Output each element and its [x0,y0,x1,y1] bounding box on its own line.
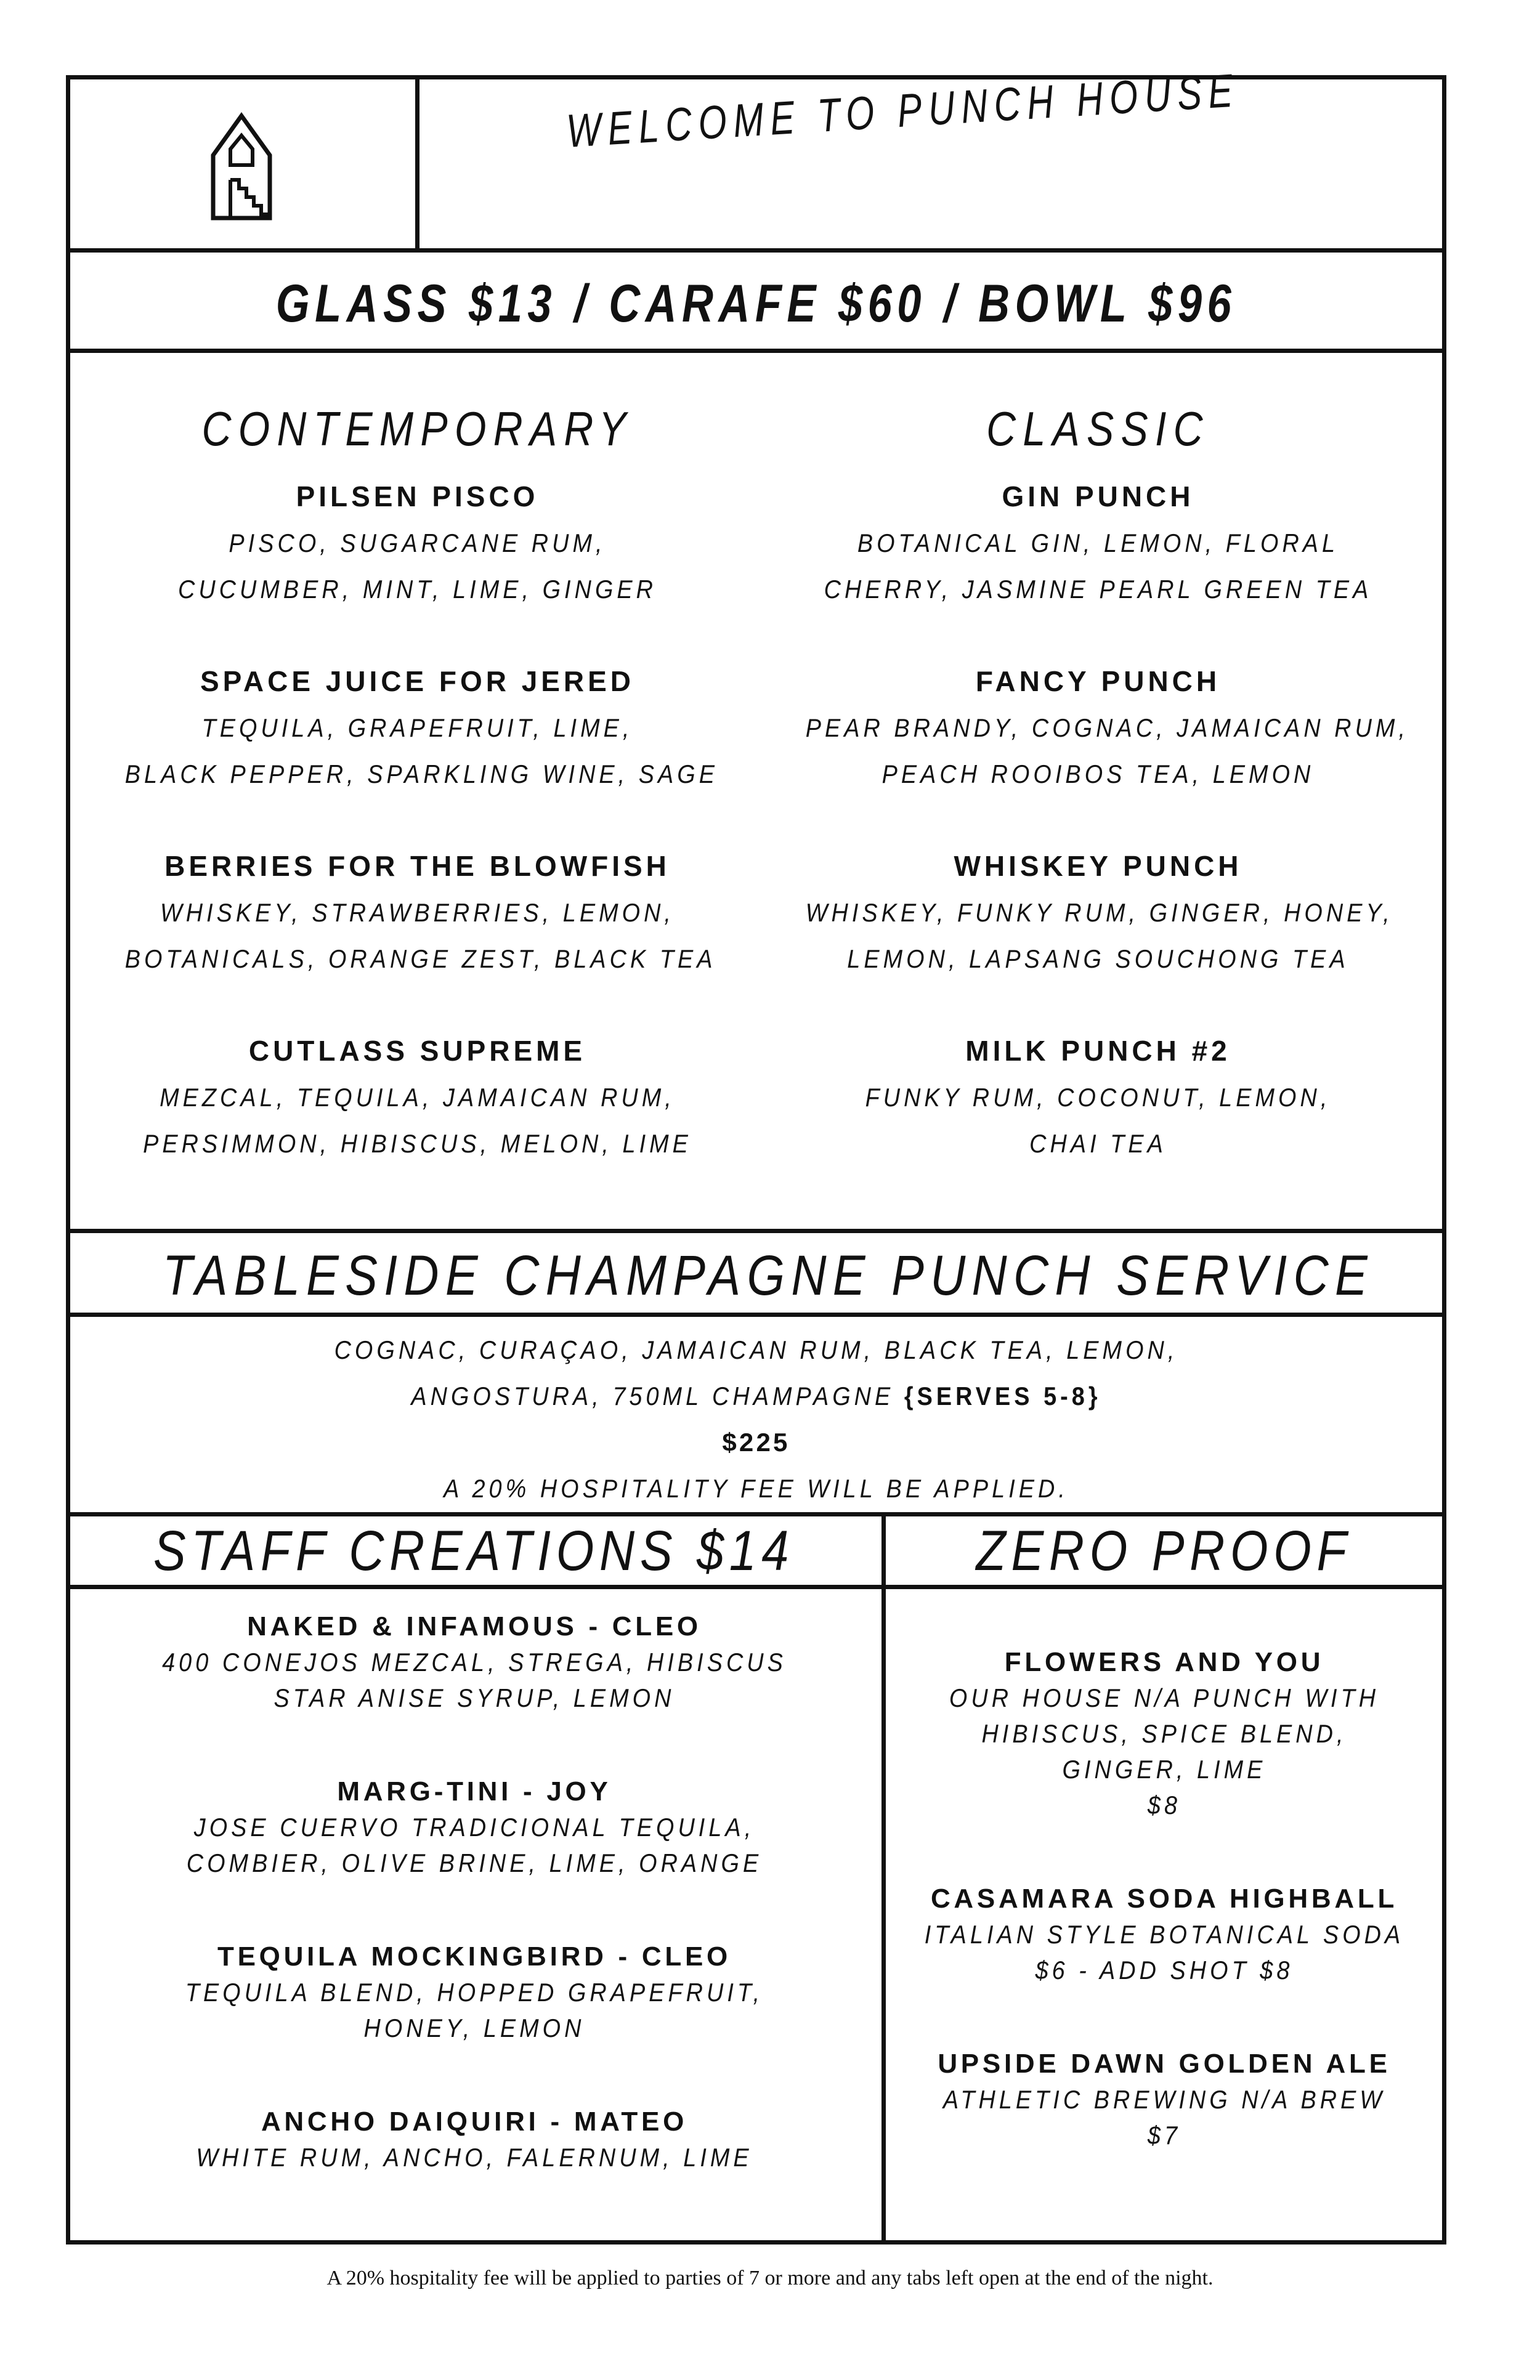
drink-name: PILSEN PISCO [296,480,539,512]
drink-ingredients: TEQUILA BLEND, HOPPED GRAPEFRUIT, [185,1978,764,2007]
drink-ingredients: BOTANICALS, ORANGE ZEST, BLACK TEA [124,944,716,973]
champagne-ingredients: COGNAC, CURAÇAO, JAMAICAN RUM, BLACK TEA, LEMON, [334,1335,1178,1364]
drink-ingredients: OUR HOUSE N/A PUNCH WITH [949,1683,1380,1712]
punch-house-icon [209,112,274,222]
classic-heading: CLASSIC [986,402,1210,456]
drink-item [92,658,742,797]
rule-under-staff-title [66,1585,1446,1589]
rule-above-champagne [66,1229,1446,1233]
drink-item [80,1774,869,1881]
drink-ingredients: ITALIAN STYLE BOTANICAL SODA [924,1920,1404,1949]
rule-under-header [66,248,1446,253]
drink-name: CUTLASS SUPREME [248,1035,586,1067]
drink-name: MARG-TINI - JOY [337,1776,612,1807]
drink-ingredients: BLACK PEPPER, SPARKLING WINE, SAGE [124,759,719,788]
drink-name: BERRIES FOR THE BLOWFISH [164,850,670,882]
drink-item [80,1609,869,1716]
drink-name: ANCHO DAIQUIRI - MATEO [261,2107,688,2137]
drink-ingredients: ATHLETIC BREWING N/A BREW [942,2085,1386,2114]
drink-ingredients: TEQUILA, GRAPEFRUIT, LIME, [201,713,633,742]
champagne-serves: {SERVES 5-8} [904,1382,1101,1411]
staff-zero-divider [881,1512,886,2244]
drink-ingredients: PERSIMMON, HIBISCUS, MELON, LIME [143,1129,692,1158]
champagne-price: $225 [722,1428,790,1457]
champagne-fee-note: A 20% HOSPITALITY FEE WILL BE APPLIED. [444,1474,1069,1503]
drink-item [92,843,742,982]
drink-ingredients: FUNKY RUM, COCONUT, LEMON, [865,1083,1331,1112]
rule-under-champagne-title [66,1313,1446,1317]
drink-item [773,843,1423,982]
classic-column [773,398,1423,1167]
drink-ingredients: BOTANICAL GIN, LEMON, FLORAL [857,528,1339,557]
drink-item [893,1645,1435,1823]
drink-ingredients: CUCUMBER, MINT, LIME, GINGER [177,575,657,604]
drink-ingredients: CHAI TEA [1029,1129,1167,1158]
contemporary-column [92,398,742,1167]
drink-name: CASAMARA SODA HIGHBALL [930,1884,1398,1914]
drink-name: TEQUILA MOCKINGBIRD - CLEO [217,1941,731,1972]
drink-ingredients: HIBISCUS, SPICE BLEND, [981,1719,1347,1748]
drink-ingredients: HONEY, LEMON [363,2014,585,2042]
drink-item [92,1027,742,1167]
drink-name: SPACE JUICE FOR JERED [200,665,634,697]
drink-name: FANCY PUNCH [975,665,1221,697]
drink-item [80,1939,869,2046]
drink-ingredients: WHISKEY, STRAWBERRIES, LEMON, [160,898,675,927]
header-divider [415,75,419,253]
drink-ingredients: CHERRY, JASMINE PEARL GREEN TEA [824,575,1372,604]
drink-price: $8 [1147,1791,1181,1819]
pricing-bar: GLASS $13 / CARAFE $60 / BOWL $96 [275,274,1237,333]
drink-item [80,2104,869,2176]
drink-item [893,2046,1435,2153]
drink-ingredients: LEMON, LAPSANG SOUCHONG TEA [847,944,1349,973]
staff-creations-list [80,1609,869,2176]
drink-ingredients: MEZCAL, TEQUILA, JAMAICAN RUM, [160,1083,675,1112]
drink-ingredients: GINGER, LIME [1062,1755,1266,1784]
drink-ingredients: WHITE RUM, ANCHO, FALERNUM, LIME [196,2143,753,2172]
drink-name: FLOWERS AND YOU [1004,1647,1324,1677]
drink-item [893,1881,1435,1988]
rule-above-staff [66,1512,1446,1516]
champagne-heading: TABLESIDE CHAMPAGNE PUNCH SERVICE [162,1244,1374,1307]
drink-item [773,1027,1423,1167]
drink-name: NAKED & INFAMOUS - CLEO [247,1611,702,1641]
drink-name: MILK PUNCH #2 [965,1035,1231,1067]
drink-name: GIN PUNCH [1002,480,1194,512]
staff-creations-heading: STAFF CREATIONS $14 [153,1520,795,1582]
champagne-details [66,1327,1446,1512]
drink-ingredients: PISCO, SUGARCANE RUM, [229,528,606,557]
drink-price: $7 [1147,2121,1181,2150]
drink-ingredients: PEAR BRANDY, COGNAC, JAMAICAN RUM, [805,713,1409,742]
drink-ingredients: WHISKEY, FUNKY RUM, GINGER, HONEY, [805,898,1393,927]
zero-proof-list [893,1645,1435,2153]
zero-proof-heading: ZERO PROOF [976,1520,1352,1582]
drink-ingredients: STAR ANISE SYRUP, LEMON [274,1683,675,1712]
drink-item [773,473,1423,612]
drink-ingredients: 400 CONEJOS MEZCAL, STREGA, HIBISCUS [162,1648,787,1677]
drink-ingredients: PEACH ROOIBOS TEA, LEMON [881,759,1315,788]
drink-ingredients: COMBIER, OLIVE BRINE, LIME, ORANGE [186,1848,763,1877]
hospitality-fee-footnote: A 20% hospitality fee will be applied to parties of 7 or more and any tabs left open at the end of the night. [326,2267,1214,2289]
champagne-ingredients-2 [135,1373,1377,1419]
drink-ingredients: JOSE CUERVO TRADICIONAL TEQUILA, [193,1813,755,1842]
champagne-ingredients-text: ANGOSTURA, 750ML CHAMPAGNE [411,1382,894,1411]
drink-item [773,658,1423,797]
drink-name: WHISKEY PUNCH [954,850,1242,882]
drink-name: UPSIDE DAWN GOLDEN ALE [938,2049,1391,2079]
drink-item [92,473,742,612]
drink-price: $6 - ADD SHOT $8 [1035,1956,1294,1985]
welcome-title: WELCOME TO PUNCH HOUSE [565,64,1241,158]
contemporary-heading: CONTEMPORARY [201,402,633,456]
